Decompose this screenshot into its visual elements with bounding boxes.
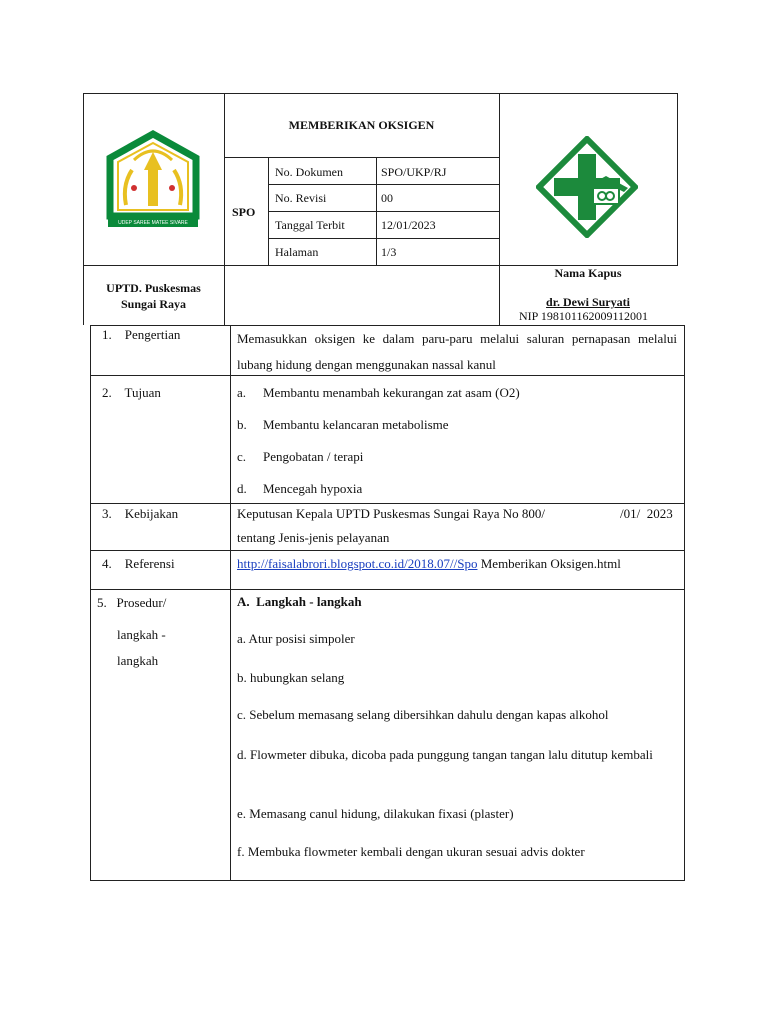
tujuan-item: Mencegah hypoxia <box>263 481 363 496</box>
row-label-prosedur: 5. Prosedur/ <box>97 595 167 610</box>
tujuan-letter: a. <box>237 385 247 400</box>
kebijakan-line1-b: /01/ 2023 <box>620 506 673 521</box>
head-nip: NIP 198101162009112001 <box>519 309 648 323</box>
prosedur-step: b. hubungkan selang <box>237 670 345 685</box>
prosedur-step: e. Memasang canul hidung, dilakukan fixasi (plaster) <box>237 806 514 821</box>
emblem-motto: UDEP SAREE MATEE SIVARE <box>118 220 188 226</box>
tujuan-item: Membantu menambah kekurangan zat asam (O2) <box>263 385 520 400</box>
meta-value-no-dokumen: SPO/UKP/RJ <box>381 165 447 179</box>
spo-label: SPO <box>232 205 256 219</box>
head-title: Nama Kapus <box>554 266 622 280</box>
row-label-kebijakan: 3. Kebijakan <box>102 506 179 521</box>
regional-emblem-logo <box>104 130 202 232</box>
row-label-pengertian: 1. Pengertian <box>102 327 181 342</box>
tujuan-item: Membantu kelancaran metabolisme <box>263 417 449 432</box>
kebijakan-line1-a: Keputusan Kepala UPTD Puskesmas Sungai Raya No 800/ <box>237 506 545 521</box>
meta-value-no-revisi: 00 <box>381 191 393 205</box>
referensi-link[interactable]: http://faisalabrori.blogspot.co.id/2018.07//Spo <box>237 556 478 571</box>
meta-value-halaman: 1/3 <box>381 245 397 259</box>
prosedur-step: f. Membuka flowmeter kembali dengan ukuran sesuai advis dokter <box>237 844 585 859</box>
prosedur-step: d. Flowmeter dibuka, dicoba pada punggung tangan tangan lalu ditutup kembali <box>237 747 653 762</box>
tujuan-item: Pengobatan / terapi <box>263 449 364 464</box>
prosedur-heading: A. Langkah - langkah <box>237 594 362 609</box>
meta-label-no-dokumen: No. Dokumen <box>275 165 343 179</box>
org-name-line2: Sungai Raya <box>120 297 187 311</box>
tujuan-letter: c. <box>237 449 247 464</box>
row-label-tujuan: 2. Tujuan <box>102 385 161 400</box>
tujuan-letter: b. <box>237 417 247 432</box>
referensi-rest: Memberikan Oksigen.html <box>477 556 621 571</box>
head-name: dr. Dewi Suryati <box>546 295 630 309</box>
kebijakan-line2: tentang Jenis-jenis pelayanan <box>237 530 390 545</box>
tujuan-letter: d. <box>237 481 247 496</box>
meta-label-tanggal-terbit: Tanggal Terbit <box>275 218 345 232</box>
row-label-langkah-2: langkah <box>117 653 159 668</box>
org-name-line1: UPTD. Puskesmas <box>106 281 201 295</box>
prosedur-step: c. Sebelum memasang selang dibersihkan dahulu dengan kapas alkohol <box>237 707 609 722</box>
meta-label-halaman: Halaman <box>275 245 319 259</box>
pengertian-text: Memasukkan oksigen ke dalam paru-paru melalui saluran pernapasan melalui lubang hidung dengan menggunakan nassal kanul <box>237 331 677 372</box>
row-label-langkah: langkah - <box>117 627 166 642</box>
puskesmas-logo <box>536 136 638 238</box>
document-title: MEMBERIKAN OKSIGEN <box>288 118 435 132</box>
prosedur-step: a. Atur posisi simpoler <box>237 631 355 646</box>
meta-value-tanggal-terbit: 12/01/2023 <box>381 218 436 232</box>
meta-label-no-revisi: No. Revisi <box>275 191 327 205</box>
row-label-referensi: 4. Referensi <box>102 556 175 571</box>
referensi-text <box>237 556 621 572</box>
